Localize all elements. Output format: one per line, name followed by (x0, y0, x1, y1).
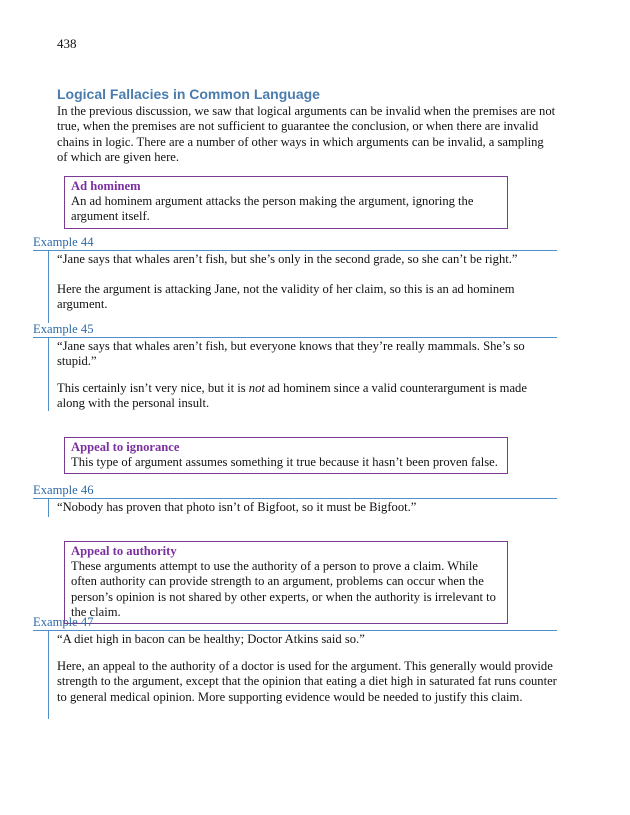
page-number: 438 (57, 36, 77, 51)
example-45-explanation-start: This certainly isn’t very nice, but it is (57, 381, 249, 395)
definition-body: An ad hominem argument attacks the person making the argument, ignoring the argument itself. (71, 194, 474, 224)
example-46-heading: Example 46 (33, 483, 557, 499)
example-46-bar (48, 499, 49, 517)
example-44-quote: “Jane says that whales aren’t fish, but she’s only in the second grade, so she can’t be right.” (57, 252, 518, 266)
example-47-quote: “A diet high in bacon can be healthy; Doctor Atkins said so.” (57, 632, 365, 646)
example-44-explanation: Here the argument is attacking Jane, not the validity of her claim, so this is an ad hominem argument. (57, 282, 515, 312)
section-heading: Logical Fallacies in Common Language (57, 86, 320, 102)
definition-title: Appeal to ignorance (71, 440, 180, 454)
example-45-quote: “Jane says that whales aren’t fish, but everyone knows that they’re really mammals. She’s so stupid.” (57, 339, 525, 369)
definition-box-appeal-to-authority (64, 541, 508, 624)
example-45-emphasis: not (248, 381, 265, 395)
definition-title: Ad hominem (71, 179, 141, 193)
example-47-bar (48, 631, 49, 719)
example-47-heading: Example 47 (33, 615, 557, 631)
example-44-bar (48, 251, 49, 323)
definition-body: These arguments attempt to use the authority of a person to prove a claim. While often authority can provide strength to an argument, problems can occur when the person’s opinion is not shared by other experts, or when the authority is irrelevant to the claim. (71, 559, 496, 619)
example-45-heading: Example 45 (33, 322, 557, 338)
example-45-explanation (57, 381, 557, 412)
example-44-heading: Example 44 (33, 235, 557, 251)
definition-body: This type of argument assumes something it true because it hasn’t been proven false. (71, 455, 498, 469)
definition-box-ad-hominem (64, 176, 508, 229)
definition-box-appeal-to-ignorance (64, 437, 508, 474)
intro-paragraph: In the previous discussion, we saw that logical arguments can be invalid when the premises are not true, when the premises are not sufficient to guarantee the conclusion, or when there are invalid chains in logic. There are a number of other ways in which arguments can be invalid, a sampling of which are given here. (57, 104, 556, 164)
example-47-explanation: Here, an appeal to the authority of a doctor is used for the argument. This generally would provide strength to the argument, except that the opinion that eating a diet high in saturated fat runs counter to general medical opinion. More supporting evidence would be needed to justify this claim. (57, 659, 557, 704)
example-45-explanation-end: ad hominem since a valid counterargument is made along with the personal insult. (57, 381, 527, 411)
example-46-quote: “Nobody has proven that photo isn’t of Bigfoot, so it must be Bigfoot.” (57, 500, 417, 514)
example-45-bar (48, 338, 49, 411)
definition-title: Appeal to authority (71, 544, 177, 558)
